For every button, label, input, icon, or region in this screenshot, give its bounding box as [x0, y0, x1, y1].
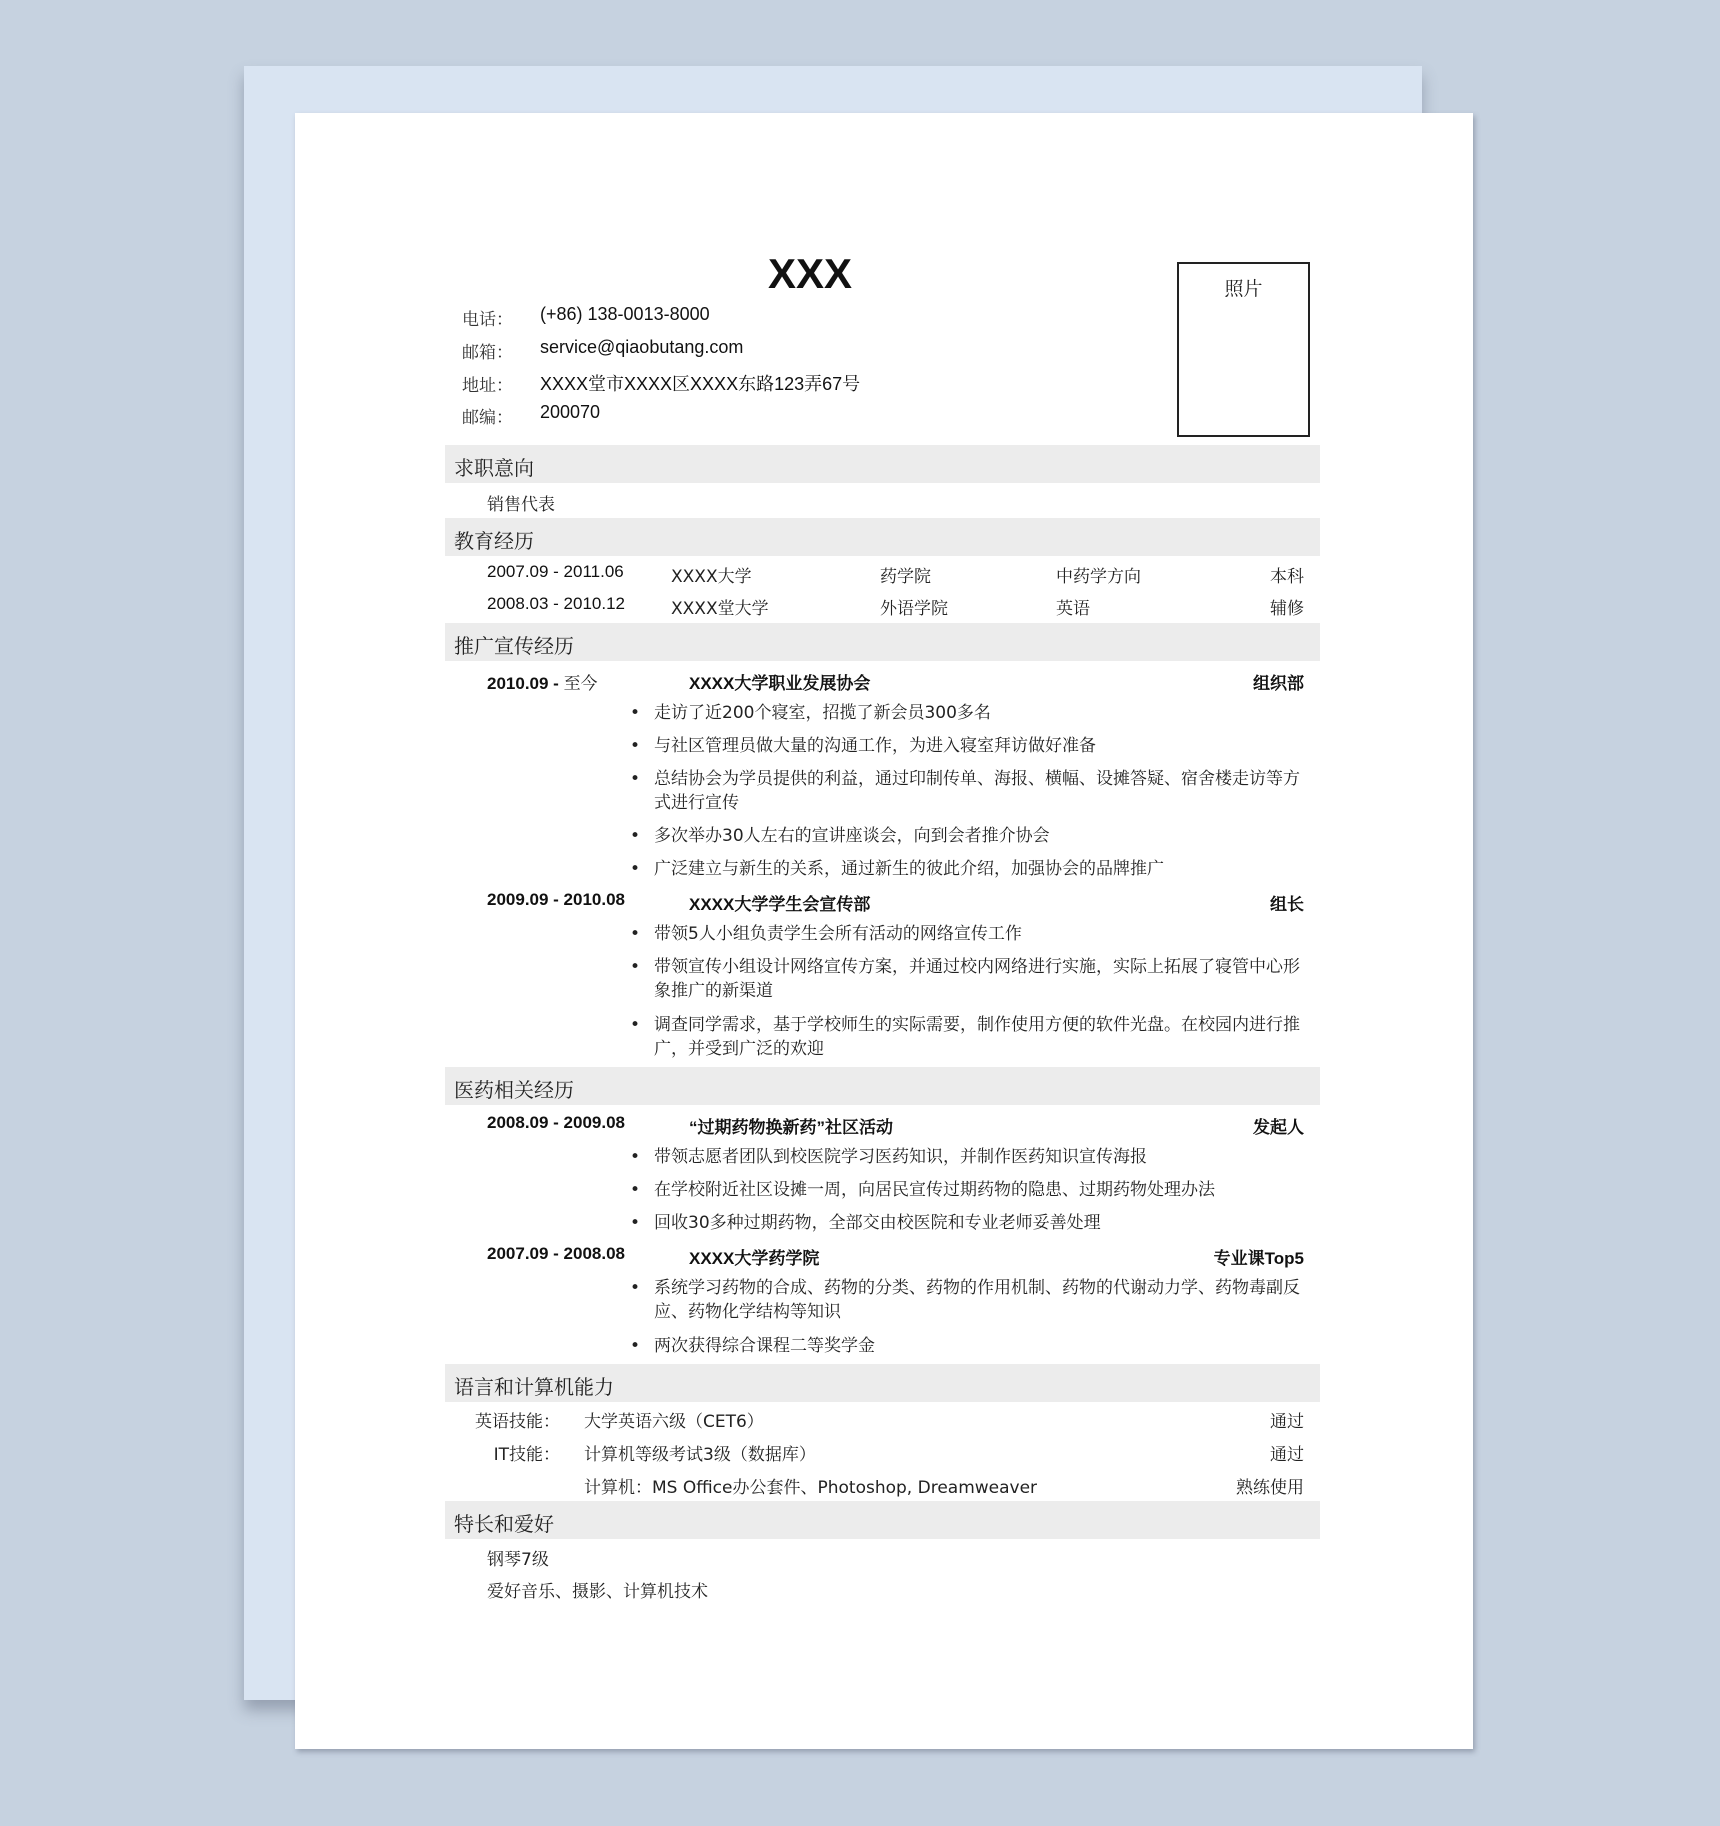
skill-level: 熟练使用 — [1236, 1478, 1304, 1498]
section-title: 教育经历 — [454, 529, 534, 553]
bullet-item: • 总结协会为学员提供的利益，通过印制传单、海报、横幅、设摊答疑、宿舍楼走访等方式进行宣传 — [630, 769, 1300, 813]
education-school: XXXX大学 — [671, 567, 752, 587]
bullet-item: • 回收30多种过期药物，全部交由校医院和专业老师妥善处理 — [630, 1213, 1101, 1233]
bullet-item: • 调查同学需求，基于学校师生的实际需要，制作使用方便的软件光盘。在校园内进行推广，并受到广泛的欢迎 — [630, 1015, 1300, 1059]
section-title: 语言和计算机能力 — [454, 1375, 614, 1399]
section-header-promotion — [445, 623, 1320, 661]
experience-period: 2008.09 - 2009.08 — [487, 1113, 626, 1132]
photo-placeholder — [1177, 262, 1310, 437]
hobby-item: 钢琴7级 — [487, 1550, 549, 1570]
period-start: 2010.09 - — [487, 674, 564, 693]
section-title: 求职意向 — [454, 456, 534, 480]
education-college: 药学院 — [880, 567, 931, 587]
skill-level: 通过 — [1270, 1412, 1304, 1432]
experience-period — [487, 669, 598, 694]
phone-value: (+86) 138-0013-8000 — [540, 304, 710, 324]
section-title: 推广宣传经历 — [454, 634, 574, 658]
bullet-icon: • — [630, 859, 641, 879]
bullet-item: • 走访了近200个寝室，招揽了新会员300多名 — [630, 703, 991, 723]
resume-name: XXX — [767, 250, 853, 297]
section-header-objective — [445, 445, 1320, 483]
address-label: 地址： — [462, 376, 513, 396]
objective-value: 销售代表 — [487, 495, 555, 515]
education-period: 2008.03 - 2010.12 — [487, 594, 626, 613]
skill-value: 计算机：MS Office办公套件、Photoshop, Dreamweaver — [584, 1478, 1038, 1498]
phone-label: 电话： — [462, 310, 513, 330]
education-college: 外语学院 — [880, 599, 948, 619]
experience-org: XXXX大学学生会宣传部 — [689, 895, 871, 914]
email-value: service@qiaobutang.com — [540, 337, 744, 357]
bullet-icon: • — [630, 957, 641, 977]
bullet-item: • 带领5人小组负责学生会所有活动的网络宣传工作 — [630, 924, 1022, 944]
experience-role: 专业课Top5 — [1213, 1249, 1304, 1268]
hobby-item: 爱好音乐、摄影、计算机技术 — [487, 1582, 708, 1602]
bullet-item: • 两次获得综合课程二等奖学金 — [630, 1336, 875, 1356]
postcode-label: 邮编： — [462, 408, 513, 428]
education-degree: 本科 — [1270, 567, 1304, 587]
bullet-item: • 系统学习药物的合成、药物的分类、药物的作用机制、药物的代谢动力学、药物毒副反应、药物化学结构等知识 — [630, 1278, 1300, 1322]
email-label: 邮箱： — [462, 343, 513, 363]
skill-label: IT技能： — [493, 1445, 560, 1465]
bullet-item: • 在学校附近社区设摊一周，向居民宣传过期药物的隐患、过期药物处理办法 — [630, 1180, 1215, 1200]
bullet-icon: • — [630, 1213, 641, 1233]
education-degree: 辅修 — [1270, 599, 1304, 619]
bullet-icon: • — [630, 1336, 641, 1356]
bullet-item: • 广泛建立与新生的关系，通过新生的彼此介绍，加强协会的品牌推广 — [630, 859, 1164, 879]
postcode-value: 200070 — [540, 402, 601, 422]
bullet-icon: • — [630, 1180, 641, 1200]
bullet-icon: • — [630, 1015, 641, 1035]
skill-value: 计算机等级考试3级（数据库） — [584, 1445, 816, 1465]
education-major: 英语 — [1056, 599, 1090, 619]
experience-period: 2009.09 - 2010.08 — [487, 890, 626, 909]
bullet-icon: • — [630, 826, 641, 846]
address-value: XXXX堂市XXXX区XXXX东路123弄67号 — [540, 374, 861, 394]
section-header-hobbies — [445, 1501, 1320, 1539]
bullet-icon: • — [630, 1147, 641, 1167]
skill-label: 英语技能： — [475, 1412, 560, 1432]
period-end: 至今 — [563, 674, 598, 694]
bullet-icon: • — [630, 703, 641, 723]
photo-label: 照片 — [1224, 278, 1263, 300]
bullet-icon: • — [630, 1278, 641, 1298]
education-period: 2007.09 - 2011.06 — [487, 562, 624, 581]
education-school: XXXX堂大学 — [671, 599, 769, 619]
experience-org: XXXX大学职业发展协会 — [689, 674, 871, 693]
section-title: 特长和爱好 — [454, 1512, 554, 1536]
section-header-medical — [445, 1067, 1320, 1105]
bullet-item: • 带领志愿者团队到校医院学习医药知识，并制作医药知识宣传海报 — [630, 1147, 1147, 1167]
experience-org: XXXX大学药学院 — [689, 1249, 820, 1268]
experience-role: 发起人 — [1253, 1118, 1304, 1137]
experience-role: 组织部 — [1253, 674, 1304, 693]
section-title: 医药相关经历 — [454, 1078, 574, 1102]
section-header-education — [445, 518, 1320, 556]
experience-org: “过期药物换新药”社区活动 — [689, 1118, 893, 1137]
bullet-item: • 带领宣传小组设计网络宣传方案，并通过校内网络进行实施，实际上拓展了寝管中心形象推广的新渠道 — [630, 957, 1300, 1001]
bullet-icon: • — [630, 736, 641, 756]
section-header-skills — [445, 1364, 1320, 1402]
skill-value: 大学英语六级（CET6） — [584, 1412, 764, 1432]
experience-period: 2007.09 - 2008.08 — [487, 1244, 626, 1263]
education-major: 中药学方向 — [1056, 567, 1141, 587]
bullet-icon: • — [630, 924, 641, 944]
skill-level: 通过 — [1270, 1445, 1304, 1465]
bullet-item: • 与社区管理员做大量的沟通工作，为进入寝室拜访做好准备 — [630, 736, 1096, 756]
bullet-item: • 多次举办30人左右的宣讲座谈会，向到会者推介协会 — [630, 826, 1050, 846]
experience-role: 组长 — [1270, 895, 1304, 914]
bullet-icon: • — [630, 769, 641, 789]
